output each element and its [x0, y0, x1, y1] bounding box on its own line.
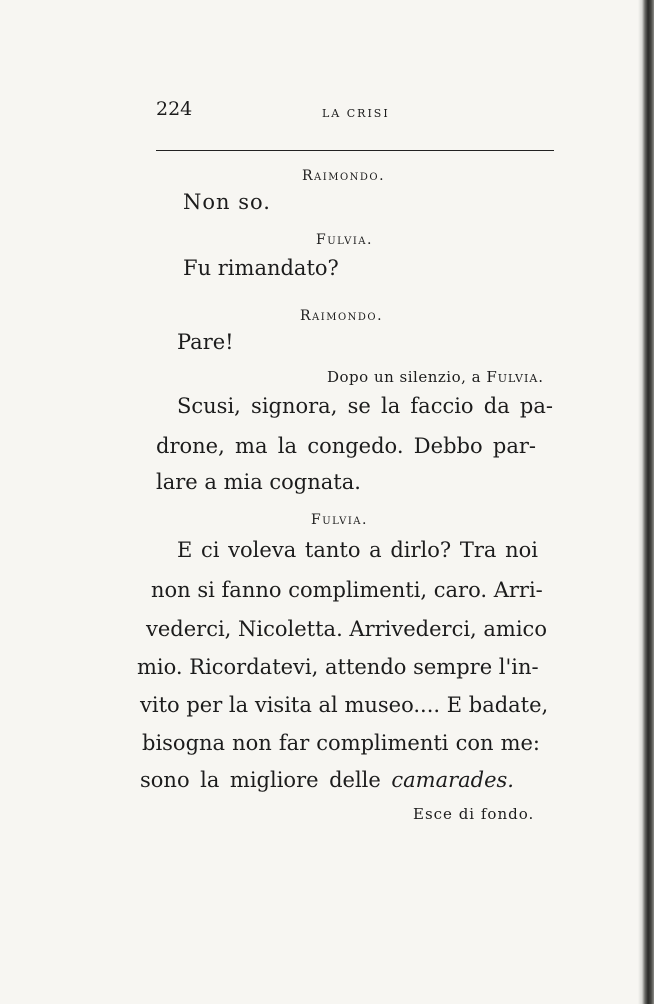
dialogue-line: mio. Ricordatevi, attendo sempre l'in- [137, 655, 539, 679]
dialogue-text: sono la migliore delle [140, 768, 381, 792]
speaker-label-raimondo: Raimondo. [300, 308, 384, 324]
stage-direction [327, 368, 544, 386]
exit-stage-direction: Esce di fondo. [413, 805, 535, 823]
dialogue-line: Scusi, signora, se la faccio da pa- [177, 394, 553, 418]
speaker-label-fulvia: Fulvia. [316, 232, 373, 248]
dialogue-line: vederci, Nicoletta. Arrivederci, amico [146, 617, 547, 641]
dialogue-line: Non so. [183, 190, 271, 214]
stage-direction-name: Fulvia. [486, 368, 545, 386]
dialogue-line: bisogna non far complimenti con me: [142, 731, 540, 755]
dialogue-line: vito per la visita al museo.... E badate, [140, 693, 549, 717]
dialogue-line: Pare! [177, 330, 234, 354]
running-title: LA CRISI [322, 107, 390, 120]
page-number: 224 [156, 98, 193, 120]
dialogue-line: Fu rimandato? [183, 256, 339, 280]
dialogue-line: drone, ma la congedo. Debbo par- [156, 434, 536, 458]
speaker-label-fulvia: Fulvia. [311, 512, 368, 528]
dialogue-line: E ci voleva tanto a dirlo? Tra noi [177, 538, 538, 562]
page-edge-shadow [638, 0, 654, 1004]
dialogue-line: lare a mia cognata. [156, 470, 361, 494]
stage-direction-text: Dopo un silenzio, a [327, 368, 482, 386]
speaker-label-raimondo: Raimondo. [302, 168, 386, 184]
dialogue-line-last [140, 768, 514, 792]
italic-word: camarades. [391, 768, 514, 792]
page-header [156, 98, 554, 128]
dialogue-line: non si fanno complimenti, caro. Arri- [151, 578, 543, 602]
header-rule [156, 150, 554, 151]
